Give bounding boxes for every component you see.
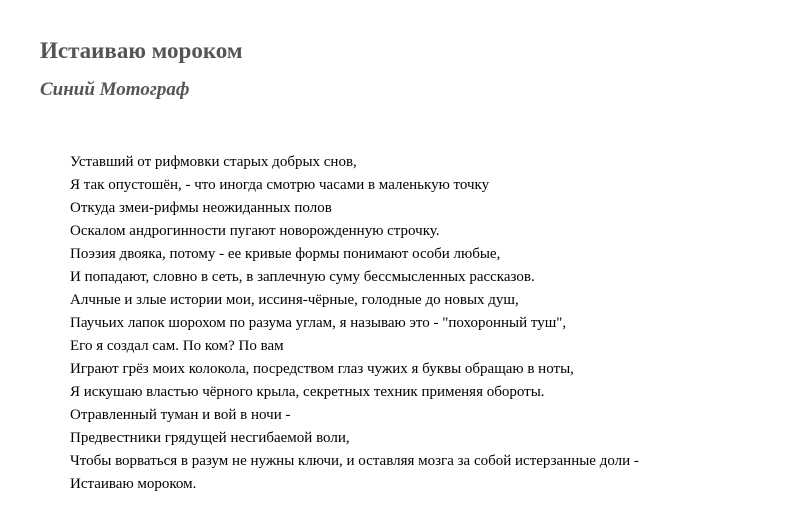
poem-line: Я так опустошён, - что иногда смотрю часами в маленькую точку xyxy=(70,177,490,193)
poem-line: Оскалом андрогинности пугают новорожденную строчку. xyxy=(70,223,440,239)
poem-line: Предвестники грядущей несгибаемой воли, xyxy=(70,430,350,446)
poem-line: И попадают, словно в сеть, в заплечную суму бессмысленных рассказов. xyxy=(70,269,535,285)
poem-line: Алчные и злые истории мои, иссиня-чёрные, голодные до новых душ, xyxy=(70,292,519,308)
poem-line: Поэзия двояка, потому - ее кривые формы понимают особи любые, xyxy=(70,246,501,262)
poem-line: Откуда змеи-рифмы неожиданных полов xyxy=(70,200,332,216)
poem-line: Отравленный туман и вой в ночи - xyxy=(70,407,291,423)
poem-line: Истаиваю мороком. xyxy=(70,476,197,492)
poem-line: Уставший от рифмовки старых добрых снов, xyxy=(70,154,357,170)
poem-line: Играют грёз моих колокола, посредством глаз чужих я буквы обращаю в ноты, xyxy=(70,361,574,377)
page-title: Истаиваю мороком xyxy=(40,38,243,63)
poem-line: Его я создал сам. По ком? По вам xyxy=(70,338,284,354)
poem-line: Чтобы ворваться в разум не нужны ключи, и оставляя мозга за собой истерзанные доли - xyxy=(70,453,639,469)
poem-body xyxy=(70,151,780,496)
author-name: Синий Мотограф xyxy=(40,79,190,100)
poem-line: Паучьих лапок шорохом по разума углам, я называю это - "похоронный туш", xyxy=(70,315,567,331)
poem-line: Я искушаю властью чёрного крыла, секретных техник применяя обороты. xyxy=(70,384,545,400)
